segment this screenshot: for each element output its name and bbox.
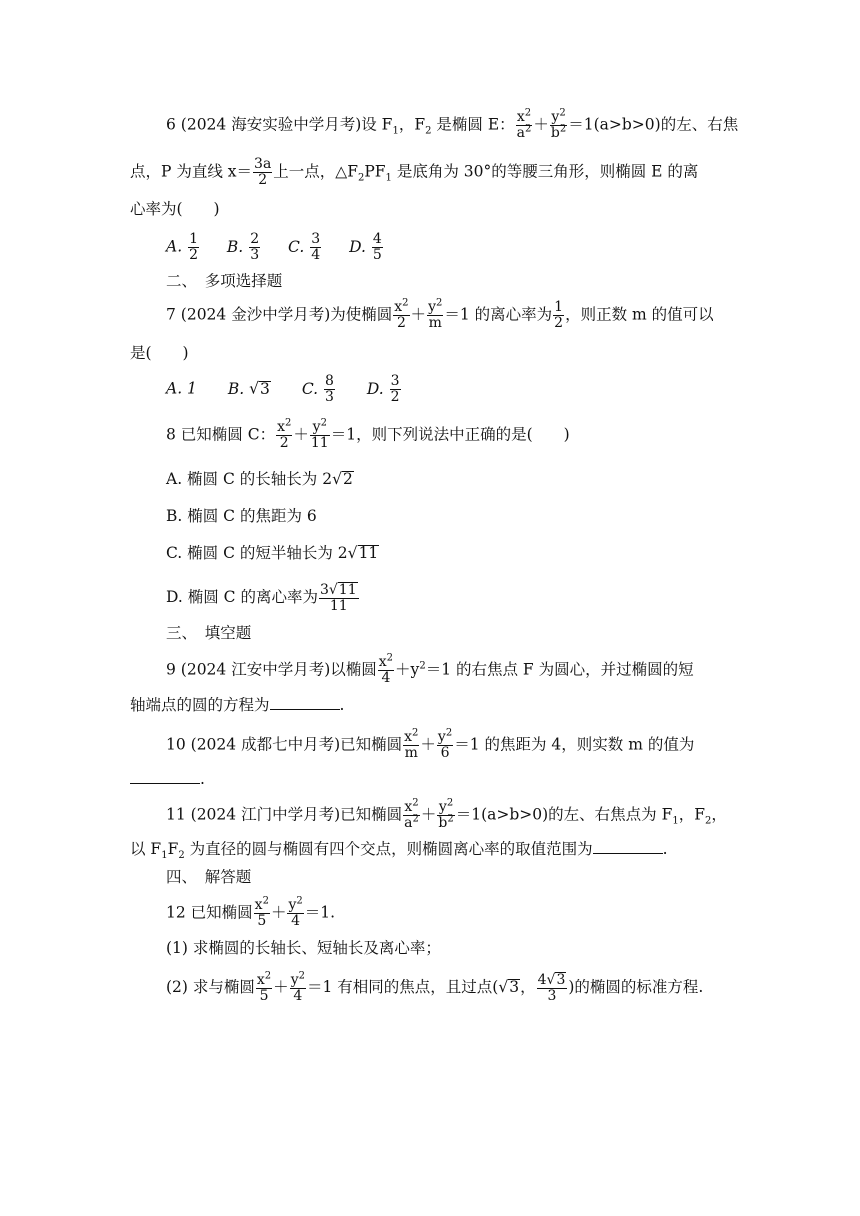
section-heading: 三、 填空题 [166, 624, 252, 642]
q6-line3: 心率为( ) [130, 200, 220, 218]
q8-option-b: B. 椭圆 C 的焦距为 6 [166, 507, 317, 525]
q8-stem: 8 已知椭圆 C： $\frac{x^2}{2}$ ＋ $\frac{y^2}{11}$ ＝1，则下列说法中正确的是( ) [166, 417, 570, 451]
fraction: $\frac{y^2}{m}$ [428, 297, 443, 331]
option-d-fraction: $\frac{3}{2}$ [390, 373, 400, 405]
fraction: $\frac{x^2}{a^2}$ [404, 797, 419, 831]
fraction: $\frac{x^2}{m}$ [404, 727, 419, 761]
fraction: $\frac{x^2}{2}$ [394, 297, 409, 331]
fraction: $\frac{y^2}{b^2}$ [438, 797, 454, 831]
q6-line2: 点，P 为直线 x＝ $\frac{3a}{2}$ 上一点，$\triangle F_2PF_1$ 是底角为 30°的等腰三角形，则椭圆 E 的离 [130, 156, 699, 188]
q12-stem: 12 已知椭圆 $\frac{x^2}{5}$ ＋ $\frac{y^2}{4}$ ＝1. [166, 895, 336, 929]
q10-line1: 10 (2024 成都七中月考)已知椭圆 $\frac{x^2}{m}$ ＋ $\frac{y^2}{6}$ ＝1 的焦距为 4，则实数 m 的值为 [166, 727, 695, 761]
option-d-fraction: $\frac{4}{5}$ [372, 231, 382, 263]
q6-options: A. $\frac{1}{2}$ B. $\frac{2}{3}$ C. $\frac{3}{4}$ D. $\frac{4}{5}$ [166, 231, 382, 263]
q6-line1: 6 (2024 海安实验中学月考)设 $F_1$，$F_2$ 是椭圆 E： $\frac{x^2}{a^2}$ ＋ $\frac{y^2}{b^2}$ ＝1(a>b>0)的左、右焦 [166, 107, 739, 141]
q10-line2: . [130, 768, 205, 790]
q8-option-c: C. 椭圆 C 的短半轴长为 2√11 [166, 544, 379, 562]
q7-options: A. 1 B. √3 C. $\frac{8}{3}$ D. $\frac{3}{2}$ [166, 373, 400, 405]
answer-blank[interactable] [593, 839, 663, 854]
q9-line1: 9 (2024 江安中学月考)以椭圆 $\frac{x^2}{4}$ $+y^2=1$ 的右焦点 F 为圆心，并过椭圆的短 [166, 652, 694, 686]
section-heading: 四、 解答题 [166, 868, 252, 886]
section-heading: 二、 多项选择题 [166, 272, 283, 290]
q12-part1: (1) 求椭圆的长轴长、短轴长及离心率； [166, 939, 441, 957]
fraction: $\frac{1}{2}$ [554, 299, 564, 331]
fraction: $\frac{x^2}{a^2}$ [516, 107, 532, 141]
answer-blank[interactable] [130, 769, 200, 784]
option-a-fraction: $\frac{1}{2}$ [189, 231, 198, 263]
fraction: $\frac{y^2}{11}$ [310, 417, 329, 451]
fraction: $\frac{y^2}{b^2}$ [550, 107, 567, 141]
fraction: $\frac{x^2}{5}$ [254, 895, 269, 929]
fraction: $\frac{x^2}{5}$ [256, 969, 272, 1004]
answer-blank[interactable] [270, 695, 340, 710]
q8-option-a: A. 椭圆 C 的长轴长为 2√2 [166, 470, 353, 488]
option-c-fraction: $\frac{8}{3}$ [324, 373, 334, 405]
q8-option-d: D. 椭圆 C 的离心率为 $\frac{3√11}{11}$ [166, 582, 357, 614]
fraction: $\frac{y^2}{4}$ [290, 969, 305, 1004]
fraction: $\frac{4√3}{3}$ [537, 972, 566, 1004]
fraction: $\frac{x^2}{2}$ [277, 417, 292, 451]
fraction: $\frac{y^2}{4}$ [288, 895, 303, 929]
fraction: $\frac{3a}{2}$ [254, 156, 272, 188]
fraction: $\frac{x^2}{4}$ [378, 652, 394, 686]
option-b-fraction: $\frac{2}{3}$ [250, 231, 260, 263]
fraction: $\frac{3√11}{11}$ [319, 582, 357, 614]
q11-line2: 以 $F_1F_2$ 为直径的圆与椭圆有四个交点，则椭圆离心率的取值范围为 . [130, 840, 668, 862]
option-c-fraction: $\frac{3}{4}$ [311, 231, 321, 263]
q12-part2: (2) 求与椭圆 $\frac{x^2}{5}$ ＋ $\frac{y^2}{4}$ ＝1 有相同的焦点，且过点(√3， $\frac{4√3}{3}$ )的椭圆的标准方程. [166, 969, 704, 1004]
q7-line1: 7 (2024 金沙中学月考)为使椭圆 $\frac{x^2}{2}$ ＋ $\frac{y^2}{m}$ ＝1 的离心率为 $\frac{1}{2}$ ，则正数 m 的值可以 [166, 297, 714, 331]
q7-line2: 是( ) [130, 344, 189, 362]
fraction: $\frac{y^2}{6}$ [437, 727, 453, 761]
q11-line1: 11 (2024 江门中学月考)已知椭圆 $\frac{x^2}{a^2}$ ＋ $\frac{y^2}{b^2}$ ＝1(a>b>0)的左、右焦点为 $F_1$，$F_2$， [166, 797, 727, 831]
q9-line2: 轴端点的圆的方程为 . [130, 696, 345, 714]
